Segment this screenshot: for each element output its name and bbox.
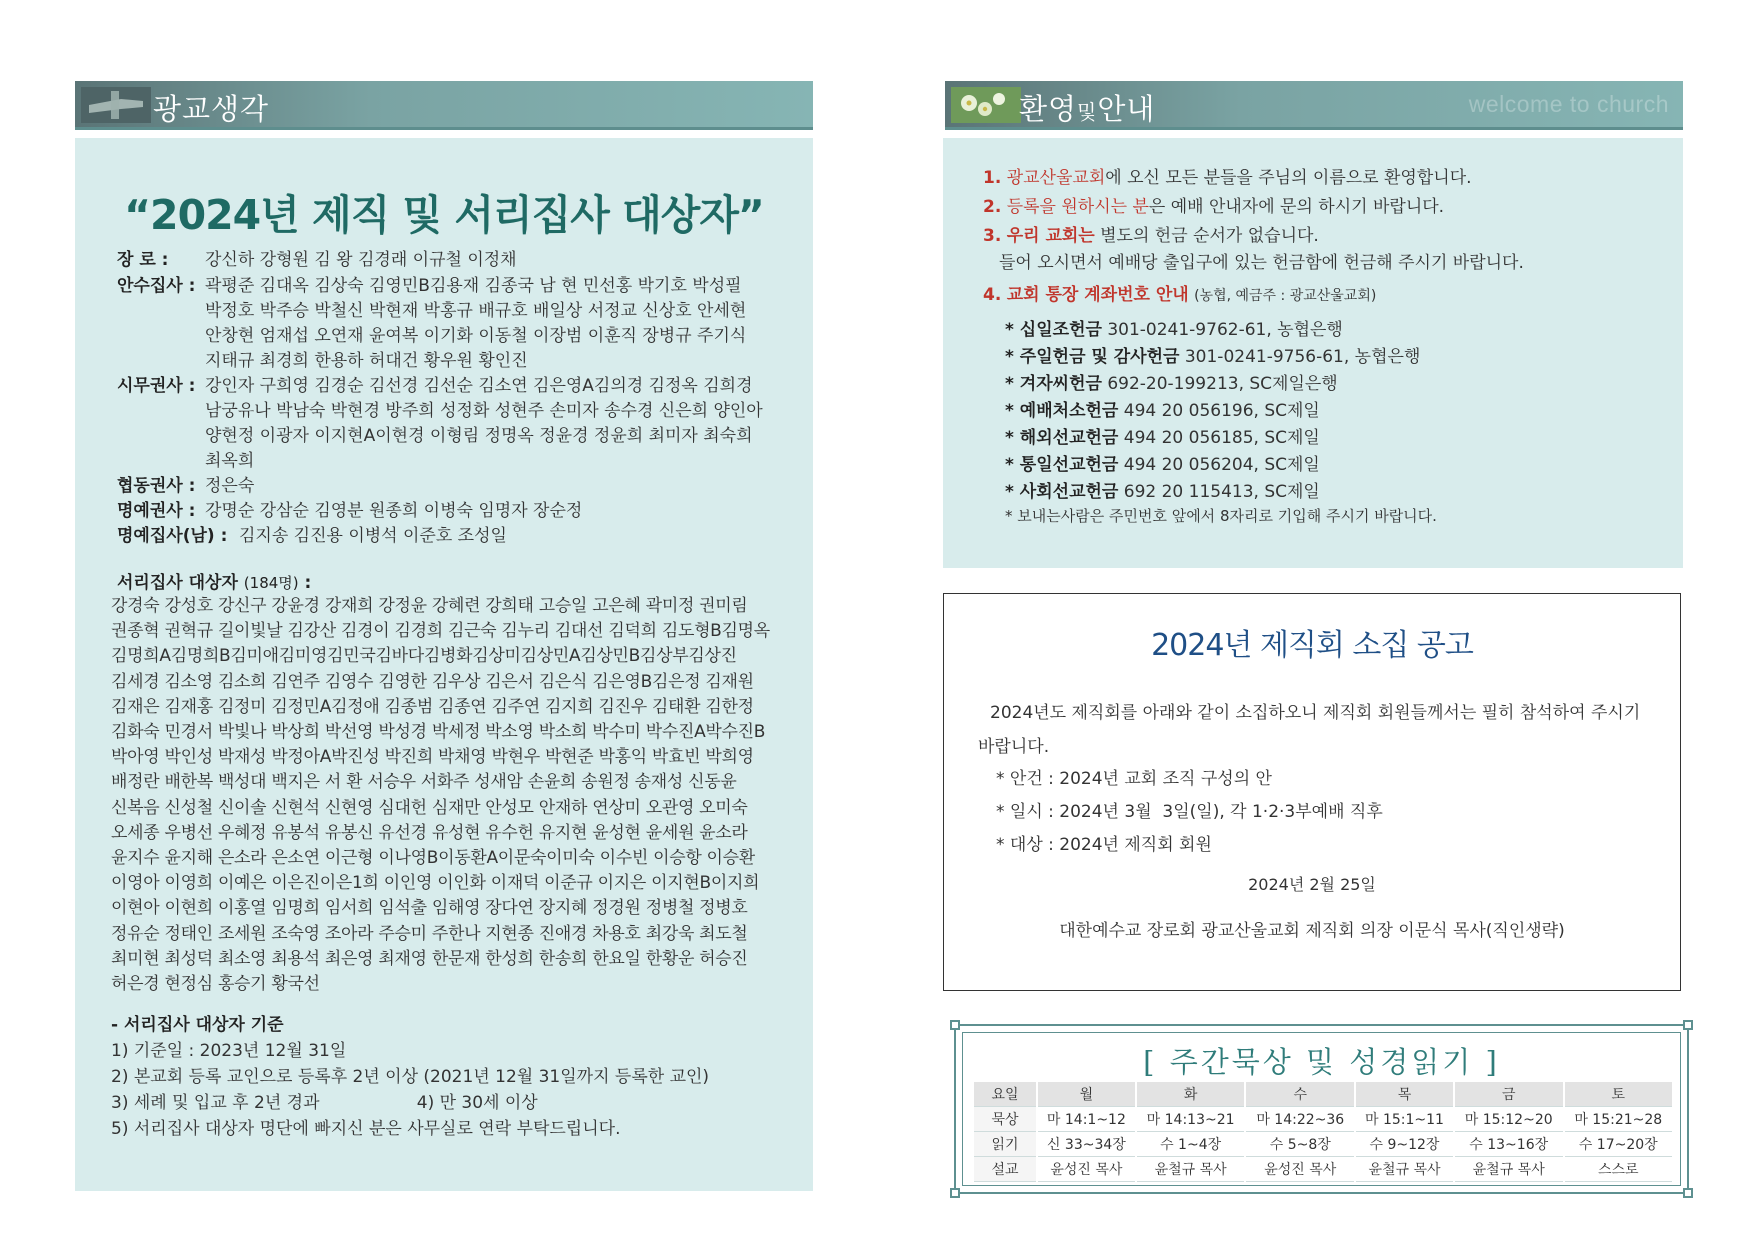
criteria-heading: - 서리집사 대상자 기준	[111, 1015, 284, 1035]
seorie-heading	[117, 568, 311, 593]
left-section-title: 광교생각	[153, 92, 270, 126]
account-tithe: * 십일조헌금 301-0241-9762-61, 농협은행	[1005, 320, 1343, 340]
table-header-cell: 수	[1245, 1082, 1355, 1107]
table-cell: 마 15:21~28	[1564, 1107, 1672, 1132]
seorie-name-list: 강경숙 강성호 강신구 강윤경 강재희 강정윤 강혜련 강희태 고승일 고은혜 곽미정 권미림 권종혁 권혁규 길이빛날 김강산 김경이 김경희 김근숙 김누리 김대선 김덕희 김도형B김명옥 김명희A김명희B김미애김미영김민국김바다김병화김상미김상민A김상민B김상부김상진 김세경 김소영 김소희 김연주 김영수 김영한 김우상 김은서 김은식 김은영B김은정 김재원 김재은 김재홍 김정미 김정민A김정애 김종범 김종연 김주연 김지희 김진우 김태환 김한정 김화숙 민경서 박빛나 박상희 박선영 박성경 박세정 박소영 박소희 박수미 박수진A박수진B 박아영 박인성 박재성 박정아A박진성 박진희 박채영 박현우 박현준 박홍익 박효빈 박희영 배정란 배한복 백성대 백지은 서 환 서승우 서화주 성새암 손윤희 송원정 송재성 신동윤 신복음 신성철 신이솔 신현석 신현영 심대헌 심재만 안성모 안재하 연상미 오관영 오미숙 오세종 우병선 우혜정 유봉석 유봉신 유선경 유성현 유수헌 유지현 윤성현 윤세원 윤소라 윤지수 윤지해 은소라 은소연 이근형 이나영B이동환A이문숙이미숙 이수빈 이승항 이승환 이영아 이영희 이예은 이은진이은1희 이인영 이인화 이재덕 이준규 이지은 이지현B이지희 이현아 이현희 이홍열 임명희 임서희 임석출 임해영 장다연 장지혜 정경원 정병철 정병호 정유순 정태인 조세원 조숙영 조아라 주승미 주한나 지현종 진애경 차용호 최강욱 최도철 최미현 최성덕 최소영 최용석 최은영 최재영 한문재 한성희 한송희 한요일 한황운 허승진 허은경 현정심 홍승기 황국선	[111, 596, 770, 995]
left-content-panel	[75, 138, 813, 1191]
seorie-colon: :	[304, 573, 312, 593]
account-sunday: * 주일헌금 및 감사헌금 301-0241-9756-61, 농협은행	[1005, 347, 1421, 367]
table-cell: 수 9~12장	[1355, 1132, 1454, 1157]
seorie-count: (184명)	[243, 574, 299, 592]
meeting-notice-box	[943, 593, 1681, 991]
table-header-cell: 금	[1454, 1082, 1564, 1107]
right-section-title: 환영및안내	[1019, 92, 1156, 126]
role-label: 장 로 :	[117, 250, 169, 270]
seorie-criteria	[111, 1012, 709, 1142]
account-worship-place: * 예배처소헌금 494 20 056196, SC제일	[1005, 401, 1320, 421]
frame-corner-icon	[1683, 1188, 1693, 1198]
table-header-row	[974, 1082, 1672, 1107]
table-row	[974, 1157, 1672, 1182]
role-label: 명예권사 :	[117, 501, 196, 521]
notice-title: 2024년 제직회 소집 공고	[1151, 628, 1473, 663]
role-names: 강명순 강삼순 김영분 원종희 이병숙 임명자 장순정	[205, 501, 583, 521]
notice-item-agenda: * 안건 : 2024년 교회 조직 구성의 안	[996, 769, 1272, 789]
left-section-header	[75, 81, 813, 130]
notice-item-datetime: * 일시 : 2024년 3월 3일(일), 각 1·2·3부예배 직후	[996, 802, 1383, 822]
criteria-item: 2) 본교회 등록 교인으로 등록후 2년 이상 (2021년 12월 31일까지 등록한 교인)	[111, 1067, 710, 1087]
table-header-cell: 목	[1355, 1082, 1454, 1107]
role-label: 시무권사 :	[117, 376, 196, 396]
frame-corner-icon	[950, 1188, 960, 1198]
table-cell: 윤철규 목사	[1136, 1157, 1246, 1182]
right-section-header	[945, 81, 1683, 130]
table-row-head: 설교	[974, 1157, 1037, 1182]
table-header-cell: 토	[1564, 1082, 1672, 1107]
main-title: “2024년 제직 및 서리집사 대상자”	[124, 191, 764, 239]
account-unification-mission: * 통일선교헌금 494 20 056204, SC제일	[1005, 455, 1320, 475]
role-names: 강신하 강형원 김 왕 김경래 이규철 이정채	[205, 250, 517, 270]
table-header-cell: 월	[1037, 1082, 1136, 1107]
welcome-line-3-cont: 들어 오시면서 예배당 출입구에 있는 헌금함에 헌금해 주시기 바랍니다.	[999, 253, 1524, 273]
role-names: 김지송 김진용 이병석 이준호 조성일	[239, 526, 507, 546]
role-names: 정은숙	[205, 476, 255, 496]
welcome-panel	[943, 138, 1683, 568]
bible-title: [ 주간묵상 및 성경읽기 ]	[1143, 1045, 1500, 1079]
table-header-cell: 요일	[974, 1082, 1037, 1107]
notice-signature: 대한예수교 장로회 광교산울교회 제직회 의장 이문식 목사(직인생략)	[1059, 921, 1565, 941]
table-cell: 수 13~16장	[1454, 1132, 1564, 1157]
table-row	[974, 1107, 1672, 1132]
table-row-head: 읽기	[974, 1132, 1037, 1157]
frame-corner-icon	[950, 1020, 960, 1030]
criteria-item: 3) 세례 및 입교 후 2년 경과 4) 만 30세 이상	[111, 1093, 538, 1113]
table-cell: 마 14:1~12	[1037, 1107, 1136, 1132]
table-cell: 수 17~20장	[1564, 1132, 1672, 1157]
notice-date: 2024년 2월 25일	[1248, 875, 1376, 894]
table-cell: 윤철규 목사	[1454, 1157, 1564, 1182]
welcome-line-3: 3. 우리 교회는 별도의 헌금 순서가 없습니다.	[983, 226, 1319, 246]
table-row	[974, 1132, 1672, 1157]
notice-body: 2024년도 제직회를 아래와 같이 소집하오니 제직회 회원들께서는 필히 참석하여 주시기 바랍니다.	[978, 703, 1641, 757]
table-header-cell: 화	[1136, 1082, 1246, 1107]
table-cell: 스스로	[1564, 1157, 1672, 1182]
table-cell: 마 14:22~36	[1245, 1107, 1355, 1132]
table-cell: 윤성진 목사	[1245, 1157, 1355, 1182]
welcome-line-4: 4. 교회 통장 계좌번호 안내 (농협, 예금주 : 광교산울교회)	[983, 285, 1377, 305]
table-cell: 신 33~34장	[1037, 1132, 1136, 1157]
frame-corner-icon	[1683, 1020, 1693, 1030]
criteria-item: 5) 서리집사 대상자 명단에 빠지신 분은 사무실로 연락 부탁드립니다.	[111, 1119, 621, 1139]
role-names: 강인자 구희영 김경순 김선경 김선순 김소연 김은영A김의경 김정옥 김희경 남궁유나 박남숙 박현경 방주희 성정화 성현주 손미자 송수경 신은희 양인아 양현정 이광자 이지현A이현경 이형림 정명옥 정윤경 정윤희 최미자 최숙희 최옥희	[205, 376, 763, 471]
bible-schedule-table	[974, 1082, 1672, 1182]
account-overseas-mission: * 해외선교헌금 494 20 056185, SC제일	[1005, 428, 1320, 448]
welcome-watermark: welcome to church	[1468, 91, 1669, 117]
table-cell: 수 5~8장	[1245, 1132, 1355, 1157]
notice-item-target: * 대상 : 2024년 제직회 회원	[996, 835, 1212, 855]
seorie-label: 서리집사 대상자	[117, 573, 238, 593]
welcome-line-1: 1. 광교산울교회에 오신 모든 분들을 주님의 이름으로 환영합니다.	[983, 168, 1472, 188]
bible-reading-box	[954, 1024, 1689, 1194]
cross-emblem-icon	[81, 87, 151, 123]
table-cell: 윤철규 목사	[1355, 1157, 1454, 1182]
role-label: 명예집사(남) :	[117, 526, 228, 546]
table-cell: 수 1~4장	[1136, 1132, 1246, 1157]
account-mustard-seed: * 겨자씨헌금 692-20-199213, SC제일은행	[1005, 374, 1338, 394]
table-row-head: 묵상	[974, 1107, 1037, 1132]
role-names: 곽평준 김대옥 김상숙 김영민B김용재 김종국 남 현 민선홍 박기호 박성필 박정호 박주승 박철신 박현재 박홍규 배규호 배일상 서정교 신상호 안세현 안창현 엄재섭 오연재 윤여복 이기화 이동철 이장범 이훈직 장병규 주기식 지태규 최경희 한용하 허대건 황우원 황인진	[205, 276, 747, 371]
role-label: 안수집사 :	[117, 276, 196, 296]
table-cell: 마 15:12~20	[1454, 1107, 1564, 1132]
table-cell: 마 15:1~11	[1355, 1107, 1454, 1132]
flower-emblem-icon	[951, 87, 1021, 123]
role-label: 협동권사 :	[117, 476, 196, 496]
criteria-item: 1) 기준일 : 2023년 12월 31일	[111, 1041, 347, 1061]
table-cell: 윤성진 목사	[1037, 1157, 1136, 1182]
welcome-line-2: 2. 등록을 원하시는 분은 예배 안내자에 문의 하시기 바랍니다.	[983, 197, 1445, 217]
account-social-mission: * 사회선교헌금 692 20 115413, SC제일	[1005, 482, 1320, 502]
account-footnote: * 보내는사람은 주민번호 앞에서 8자리로 기입해 주시기 바랍니다.	[1005, 507, 1437, 525]
table-cell: 마 14:13~21	[1136, 1107, 1246, 1132]
